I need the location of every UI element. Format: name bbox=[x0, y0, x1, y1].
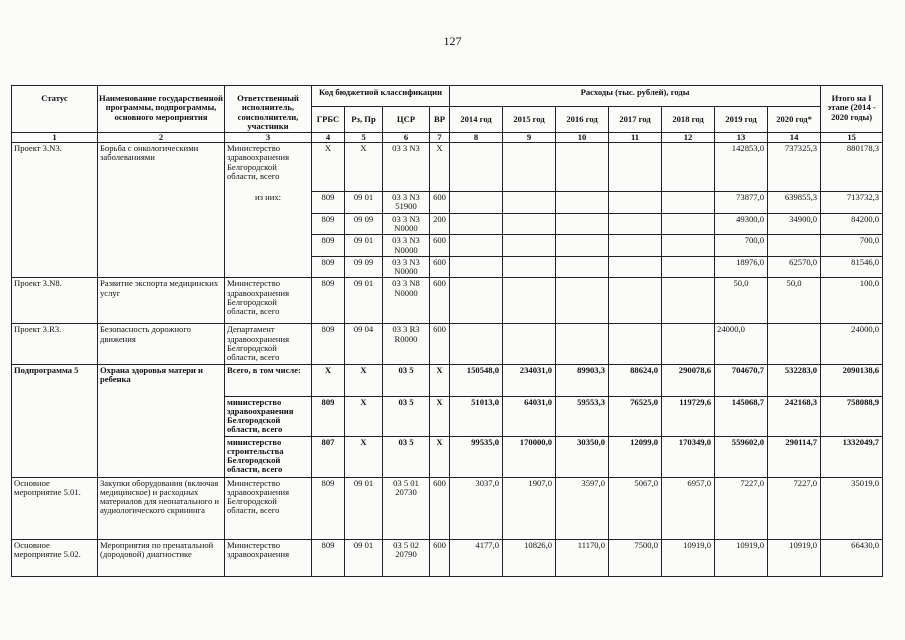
year-value-cell bbox=[609, 278, 662, 324]
column-index-row bbox=[12, 133, 883, 143]
year-value-cell: 88624,0 bbox=[609, 364, 662, 396]
table-row bbox=[12, 364, 883, 396]
col-header-year: 2019 год bbox=[715, 107, 768, 133]
total-cell: 81546,0 bbox=[821, 256, 883, 278]
vr-cell: 200 bbox=[430, 213, 450, 235]
vr-cell: 600 bbox=[430, 324, 450, 364]
budget-table bbox=[11, 85, 883, 577]
csr-cell: 03 3 N3 N0000 bbox=[383, 213, 430, 235]
csr-cell: 03 5 bbox=[383, 396, 430, 436]
year-value-cell: 18976,0 bbox=[715, 256, 768, 278]
year-value-cell bbox=[609, 213, 662, 235]
year-value-cell: 64031,0 bbox=[503, 396, 556, 436]
year-value-cell: 704670,7 bbox=[715, 364, 768, 396]
year-value-cell: 737325,3 bbox=[768, 143, 821, 192]
total-cell: 100,0 bbox=[821, 278, 883, 324]
responsible-cell: Департамент здравоохранения Белгородской области, всего bbox=[225, 324, 312, 364]
year-value-cell: 6957,0 bbox=[662, 477, 715, 539]
col-header-expenses: Расходы (тыс. рублей), годы bbox=[450, 86, 821, 107]
col-header-name: Наименование государственной программы, подпрограммы, основного мероприятия bbox=[98, 86, 225, 133]
year-value-cell: 142853,0 bbox=[715, 143, 768, 192]
grbs-cell: 809 bbox=[312, 278, 345, 324]
status-cell: Подпрограмма 5 bbox=[12, 364, 98, 477]
year-value-cell: 119729,6 bbox=[662, 396, 715, 436]
status-cell: Проект 3.R3. bbox=[12, 324, 98, 364]
total-cell: 758088,9 bbox=[821, 396, 883, 436]
year-value-cell bbox=[450, 256, 503, 278]
vr-cell: Х bbox=[430, 143, 450, 192]
col-index: 1 bbox=[12, 133, 98, 143]
grbs-cell: 809 bbox=[312, 477, 345, 539]
csr-cell: 03 5 bbox=[383, 364, 430, 396]
year-value-cell: 73877,0 bbox=[715, 192, 768, 214]
status-cell: Проект 3.N8. bbox=[12, 278, 98, 324]
vr-cell: 600 bbox=[430, 477, 450, 539]
table-row bbox=[12, 324, 883, 364]
status-cell: Проект 3.N3. bbox=[12, 143, 98, 278]
vr-cell: 600 bbox=[430, 235, 450, 257]
col-index: 11 bbox=[609, 133, 662, 143]
year-value-cell bbox=[450, 324, 503, 364]
year-value-cell: 10919,0 bbox=[662, 539, 715, 576]
year-value-cell: 30350,0 bbox=[556, 436, 609, 477]
year-value-cell: 24000,0 bbox=[715, 324, 768, 364]
year-value-cell bbox=[450, 235, 503, 257]
col-index: 6 bbox=[383, 133, 430, 143]
grbs-cell: 809 bbox=[312, 256, 345, 278]
year-value-cell: 76525,0 bbox=[609, 396, 662, 436]
year-value-cell bbox=[662, 235, 715, 257]
col-header-grbs: ГРБС bbox=[312, 107, 345, 133]
csr-cell: 03 3 N8 N0000 bbox=[383, 278, 430, 324]
year-value-cell bbox=[556, 192, 609, 214]
vr-cell: 600 bbox=[430, 539, 450, 576]
year-value-cell bbox=[662, 278, 715, 324]
year-value-cell: 532283,0 bbox=[768, 364, 821, 396]
total-cell: 66430,0 bbox=[821, 539, 883, 576]
rzpr-cell: 09 01 bbox=[345, 192, 383, 214]
col-header-year: 2016 год bbox=[556, 107, 609, 133]
rzpr-cell: Х bbox=[345, 396, 383, 436]
year-value-cell bbox=[503, 278, 556, 324]
year-value-cell: 10826,0 bbox=[503, 539, 556, 576]
col-index: 7 bbox=[430, 133, 450, 143]
responsible-cell: министерство строительства Белгородской области, всего bbox=[225, 436, 312, 477]
year-value-cell bbox=[450, 143, 503, 192]
col-index: 2 bbox=[98, 133, 225, 143]
year-value-cell: 50,0 bbox=[768, 278, 821, 324]
csr-cell: 03 5 01 20730 bbox=[383, 477, 430, 539]
year-value-cell bbox=[450, 213, 503, 235]
col-index: 15 bbox=[821, 133, 883, 143]
grbs-cell: Х bbox=[312, 364, 345, 396]
year-value-cell bbox=[768, 324, 821, 364]
total-cell: 1332049,7 bbox=[821, 436, 883, 477]
year-value-cell: 3597,0 bbox=[556, 477, 609, 539]
status-cell: Основное мероприятие 5.01. bbox=[12, 477, 98, 539]
year-value-cell bbox=[609, 192, 662, 214]
year-value-cell bbox=[503, 235, 556, 257]
rzpr-cell: 09 09 bbox=[345, 256, 383, 278]
year-value-cell: 170000,0 bbox=[503, 436, 556, 477]
year-value-cell bbox=[503, 143, 556, 192]
name-cell: Мероприятия по пренатальной (дородовой) диагностике bbox=[98, 539, 225, 576]
csr-cell: 03 3 R3 R0000 bbox=[383, 324, 430, 364]
year-value-cell: 145068,7 bbox=[715, 396, 768, 436]
rzpr-cell: 09 04 bbox=[345, 324, 383, 364]
year-value-cell bbox=[556, 278, 609, 324]
year-value-cell bbox=[609, 324, 662, 364]
year-value-cell: 50,0 bbox=[715, 278, 768, 324]
col-header-csr: ЦСР bbox=[383, 107, 430, 133]
name-cell: Борьба с онкологическими заболеваниями bbox=[98, 143, 225, 278]
year-value-cell: 700,0 bbox=[715, 235, 768, 257]
grbs-cell: 809 bbox=[312, 235, 345, 257]
year-value-cell: 5067,0 bbox=[609, 477, 662, 539]
page-number: 127 bbox=[443, 34, 462, 48]
col-index: 4 bbox=[312, 133, 345, 143]
responsible-cell: Министерство здравоохранения Белгородской области, всего bbox=[225, 143, 312, 192]
col-header-year: 2017 год bbox=[609, 107, 662, 133]
csr-cell: 03 3 N3 N0000 bbox=[383, 256, 430, 278]
year-value-cell bbox=[450, 192, 503, 214]
year-value-cell bbox=[556, 324, 609, 364]
csr-cell: 03 3 N3 N0000 bbox=[383, 235, 430, 257]
col-index: 9 bbox=[503, 133, 556, 143]
year-value-cell: 1907,0 bbox=[503, 477, 556, 539]
responsible-cell: Министерство здравоохранения bbox=[225, 539, 312, 576]
col-index: 3 bbox=[225, 133, 312, 143]
year-value-cell: 7500,0 bbox=[609, 539, 662, 576]
rzpr-cell: 09 01 bbox=[345, 477, 383, 539]
year-value-cell bbox=[609, 143, 662, 192]
responsible-cell: Всего, в том числе: bbox=[225, 364, 312, 396]
name-cell: Охрана здоровья матери и ребенка bbox=[98, 364, 225, 477]
year-value-cell: 3037,0 bbox=[450, 477, 503, 539]
total-cell: 880178,3 bbox=[821, 143, 883, 192]
col-header-year: 2015 год bbox=[503, 107, 556, 133]
year-value-cell bbox=[609, 256, 662, 278]
col-index: 10 bbox=[556, 133, 609, 143]
col-header-budget-code: Код бюджетной классификации bbox=[312, 86, 450, 107]
table-row bbox=[12, 539, 883, 576]
total-cell: 700,0 bbox=[821, 235, 883, 257]
year-value-cell: 290114,7 bbox=[768, 436, 821, 477]
col-header-total: Итого на I этапе (2014 - 2020 годы) bbox=[821, 86, 883, 133]
rzpr-cell: 09 01 bbox=[345, 278, 383, 324]
vr-cell: 600 bbox=[430, 256, 450, 278]
csr-cell: 03 5 02 20790 bbox=[383, 539, 430, 576]
grbs-cell: 809 bbox=[312, 396, 345, 436]
rzpr-cell: Х bbox=[345, 143, 383, 192]
col-index: 5 bbox=[345, 133, 383, 143]
year-value-cell: 10919,0 bbox=[768, 539, 821, 576]
year-value-cell: 7227,0 bbox=[715, 477, 768, 539]
rzpr-cell: 09 01 bbox=[345, 235, 383, 257]
year-value-cell: 639855,3 bbox=[768, 192, 821, 214]
year-value-cell bbox=[503, 324, 556, 364]
year-value-cell: 62570,0 bbox=[768, 256, 821, 278]
col-header-vr: ВР bbox=[430, 107, 450, 133]
total-cell: 24000,0 bbox=[821, 324, 883, 364]
csr-cell: 03 3 N3 bbox=[383, 143, 430, 192]
vr-cell: Х bbox=[430, 436, 450, 477]
col-header-year: 2020 год* bbox=[768, 107, 821, 133]
total-cell: 713732,3 bbox=[821, 192, 883, 214]
header-row-1 bbox=[12, 86, 883, 107]
year-value-cell: 12099,0 bbox=[609, 436, 662, 477]
year-value-cell: 11170,0 bbox=[556, 539, 609, 576]
year-value-cell: 242168,3 bbox=[768, 396, 821, 436]
vr-cell: 600 bbox=[430, 192, 450, 214]
col-header-rzpr: Рз, Пр bbox=[345, 107, 383, 133]
rzpr-cell: 09 09 bbox=[345, 213, 383, 235]
year-value-cell bbox=[662, 143, 715, 192]
csr-cell: 03 5 bbox=[383, 436, 430, 477]
year-value-cell: 7227,0 bbox=[768, 477, 821, 539]
rzpr-cell: Х bbox=[345, 364, 383, 396]
csr-cell: 03 3 N3 51900 bbox=[383, 192, 430, 214]
year-value-cell: 150548,0 bbox=[450, 364, 503, 396]
year-value-cell bbox=[556, 256, 609, 278]
year-value-cell bbox=[662, 192, 715, 214]
name-cell: Безопасность дорожного движения bbox=[98, 324, 225, 364]
grbs-cell: 809 bbox=[312, 324, 345, 364]
year-value-cell: 49300,0 bbox=[715, 213, 768, 235]
year-value-cell bbox=[503, 256, 556, 278]
year-value-cell bbox=[609, 235, 662, 257]
year-value-cell bbox=[768, 235, 821, 257]
col-header-status: Статус bbox=[12, 86, 98, 133]
col-index: 12 bbox=[662, 133, 715, 143]
grbs-cell: 809 bbox=[312, 192, 345, 214]
table-row bbox=[12, 477, 883, 539]
year-value-cell: 170349,0 bbox=[662, 436, 715, 477]
year-value-cell bbox=[662, 256, 715, 278]
year-value-cell bbox=[450, 278, 503, 324]
year-value-cell bbox=[556, 235, 609, 257]
col-index: 13 bbox=[715, 133, 768, 143]
rzpr-cell: 09 01 bbox=[345, 539, 383, 576]
vr-cell: 600 bbox=[430, 278, 450, 324]
vr-cell: Х bbox=[430, 364, 450, 396]
year-value-cell: 99535,0 bbox=[450, 436, 503, 477]
responsible-cell: министерство здравоохранения Белгородской области, всего bbox=[225, 396, 312, 436]
year-value-cell: 234031,0 bbox=[503, 364, 556, 396]
responsible-cell: Министерство здравоохранения Белгородской области, всего bbox=[225, 477, 312, 539]
year-value-cell bbox=[662, 213, 715, 235]
col-index: 8 bbox=[450, 133, 503, 143]
responsible-cell: Министерство здравоохранения Белгородской области, всего bbox=[225, 278, 312, 324]
year-value-cell: 559602,0 bbox=[715, 436, 768, 477]
col-header-year: 2014 год bbox=[450, 107, 503, 133]
grbs-cell: Х bbox=[312, 143, 345, 192]
grbs-cell: 809 bbox=[312, 213, 345, 235]
year-value-cell bbox=[503, 192, 556, 214]
name-cell: Развитие экспорта медицинских услуг bbox=[98, 278, 225, 324]
col-header-responsible: Ответственный исполнитель, соисполнители, участники bbox=[225, 86, 312, 133]
col-index: 14 bbox=[768, 133, 821, 143]
year-value-cell bbox=[556, 213, 609, 235]
vr-cell: Х bbox=[430, 396, 450, 436]
status-cell: Основное мероприятие 5.02. bbox=[12, 539, 98, 576]
col-header-year: 2018 год bbox=[662, 107, 715, 133]
year-value-cell bbox=[503, 213, 556, 235]
year-value-cell bbox=[662, 324, 715, 364]
year-value-cell: 34900,0 bbox=[768, 213, 821, 235]
year-value-cell: 4177,0 bbox=[450, 539, 503, 576]
year-value-cell: 10919,0 bbox=[715, 539, 768, 576]
responsible-cell: из них: bbox=[225, 192, 312, 278]
year-value-cell: 51013,0 bbox=[450, 396, 503, 436]
grbs-cell: 809 bbox=[312, 539, 345, 576]
name-cell: Закупки оборудования (включая медицинское) и расходных материалов для неонатального и аудиологического скрининга bbox=[98, 477, 225, 539]
table-row bbox=[12, 278, 883, 324]
year-value-cell: 290078,6 bbox=[662, 364, 715, 396]
year-value-cell bbox=[556, 143, 609, 192]
total-cell: 2090138,6 bbox=[821, 364, 883, 396]
total-cell: 84200,0 bbox=[821, 213, 883, 235]
year-value-cell: 89903,3 bbox=[556, 364, 609, 396]
grbs-cell: 807 bbox=[312, 436, 345, 477]
rzpr-cell: Х bbox=[345, 436, 383, 477]
table-row bbox=[12, 143, 883, 192]
total-cell: 35019,0 bbox=[821, 477, 883, 539]
year-value-cell: 59553,3 bbox=[556, 396, 609, 436]
